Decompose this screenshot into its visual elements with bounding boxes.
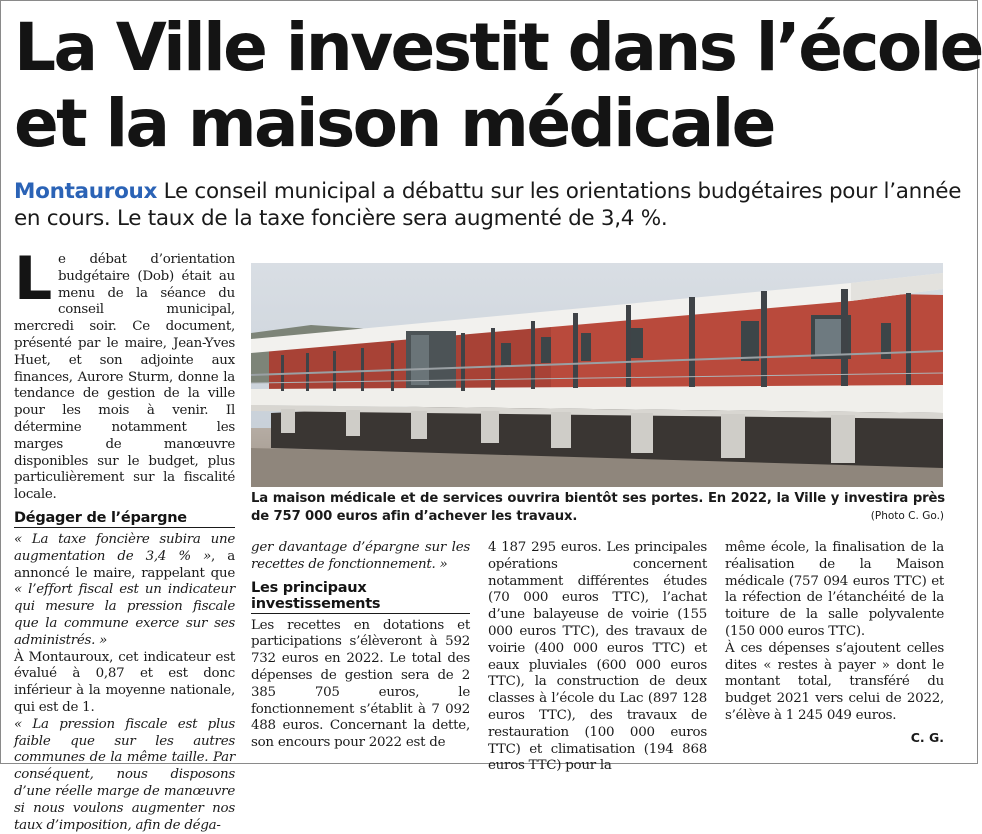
photo-credit: (Photo C. Go.) [870, 510, 944, 522]
subhead-investissements: Les principaux investissements [251, 579, 381, 612]
drop-cap: L [14, 244, 52, 314]
headline [14, 9, 982, 162]
subhead-underline [14, 527, 235, 528]
article-column-3 [488, 540, 707, 775]
paragraph-operations: 4 187 295 euros. Les principales opérations concernent notamment différentes études (70 000 euros TTC), l’achat d’une balayeuse de voirie (155 000 euros TTC), des travaux de voirie (400 000 euros TTC) et eaux pluviales (600 000 euros TTC), la construction de deux classes à l’école du Lac (897 128 euros TTC), des travaux de restauration (100 000 euros TTC) et climatisation (194 868 euros TTC) pour la [488, 540, 707, 774]
photo-maison-medicale [251, 263, 943, 487]
lead-text: Le conseil municipal a débattu sur les orientations budgétaires pour l’année en cours. Le taux de la taxe foncière sera augmenté de 3,4 %. [14, 179, 962, 231]
quote-pression-fiscale: « La pression fiscale est plus faible que sur les autres communes de la même taille. Par conséquent, nous disposons d’une réelle marge de manœuvre si nous voulons augmenter nos taux d’imposition, afin de déga- [14, 716, 235, 833]
building-illustration [251, 263, 943, 487]
quote-continuation: ger davantage d’épargne sur les recettes de fonctionnement. » [251, 540, 470, 572]
headline-line-2: et la maison médicale [14, 85, 774, 162]
quote-taxe: « La taxe foncière subira une augmentation de 3,4 % » [14, 531, 235, 564]
paragraph-restes-a-payer: À ces dépenses s’ajoutent celles dites « restes à payer » dont le montant total, transféré du budget 2021 vers celui de 2022, s’élève à 1 245 049 euros. [725, 640, 944, 723]
intro-paragraph [14, 244, 235, 504]
paragraph-taxe-text: , a annoncé le maire, rappelant que [14, 548, 236, 581]
author-signature: C. G. [910, 730, 944, 745]
intro-text: e débat d’orientation budgétaire (Dob) était au menu de la séance du conseil municipal, mercredi soir. Ce document, présenté par le maire, Jean-Yves Huet, et son adjointe aux finances, Aurore Sturm, donne la tendance de gestion de la ville pour les mois à venir. Il détermine notamment les marges de manœuvre disponibles sur le budget, plus particulièrement sur la fiscalité locale. [14, 252, 235, 503]
subhead-epargne: Dégager de l’épargne [14, 509, 187, 526]
headline-line-1: La Ville investit dans l’école [14, 9, 982, 86]
photo-caption: La maison médicale et de services ouvrira bientôt ses portes. En 2022, la Ville y investira près de 757 000 euros afin d’achever les travaux. [251, 491, 945, 524]
paragraph-taxe [14, 532, 235, 650]
paragraph-operations-end: même école, la finalisation de la réalisation de la Maison médicale (757 094 euros TTC) et la réfection de l’étanchéité de la toiture de la salle polyvalente (150 000 euros TTC). [725, 540, 944, 639]
lead-place: Montauroux [14, 179, 158, 204]
article-column-2 [251, 540, 470, 752]
article-column-1 [14, 244, 236, 834]
paragraph-indicateur: À Montauroux, cet indicateur est évalué à 0,87 et est donc inférieur à la moyenne nationale, qui est de 1. [14, 649, 235, 715]
article-column-4 [725, 540, 944, 725]
lead-paragraph [14, 178, 969, 232]
subhead-underline [251, 613, 470, 614]
paragraph-recettes: Les recettes en dotations et participations s’élèveront à 592 732 euros en 2022. Le total des dépenses de gestion sera de 2 385 705 euros, le fonctionnement s’établit à 7 092 488 euros. Concernant la dette, son encours pour 2022 est de [251, 617, 470, 751]
quote-effort-fiscal: « l’effort fiscal est un indicateur qui mesure la pression fiscale que la commune exerce sur ses administrés. » [14, 582, 235, 648]
